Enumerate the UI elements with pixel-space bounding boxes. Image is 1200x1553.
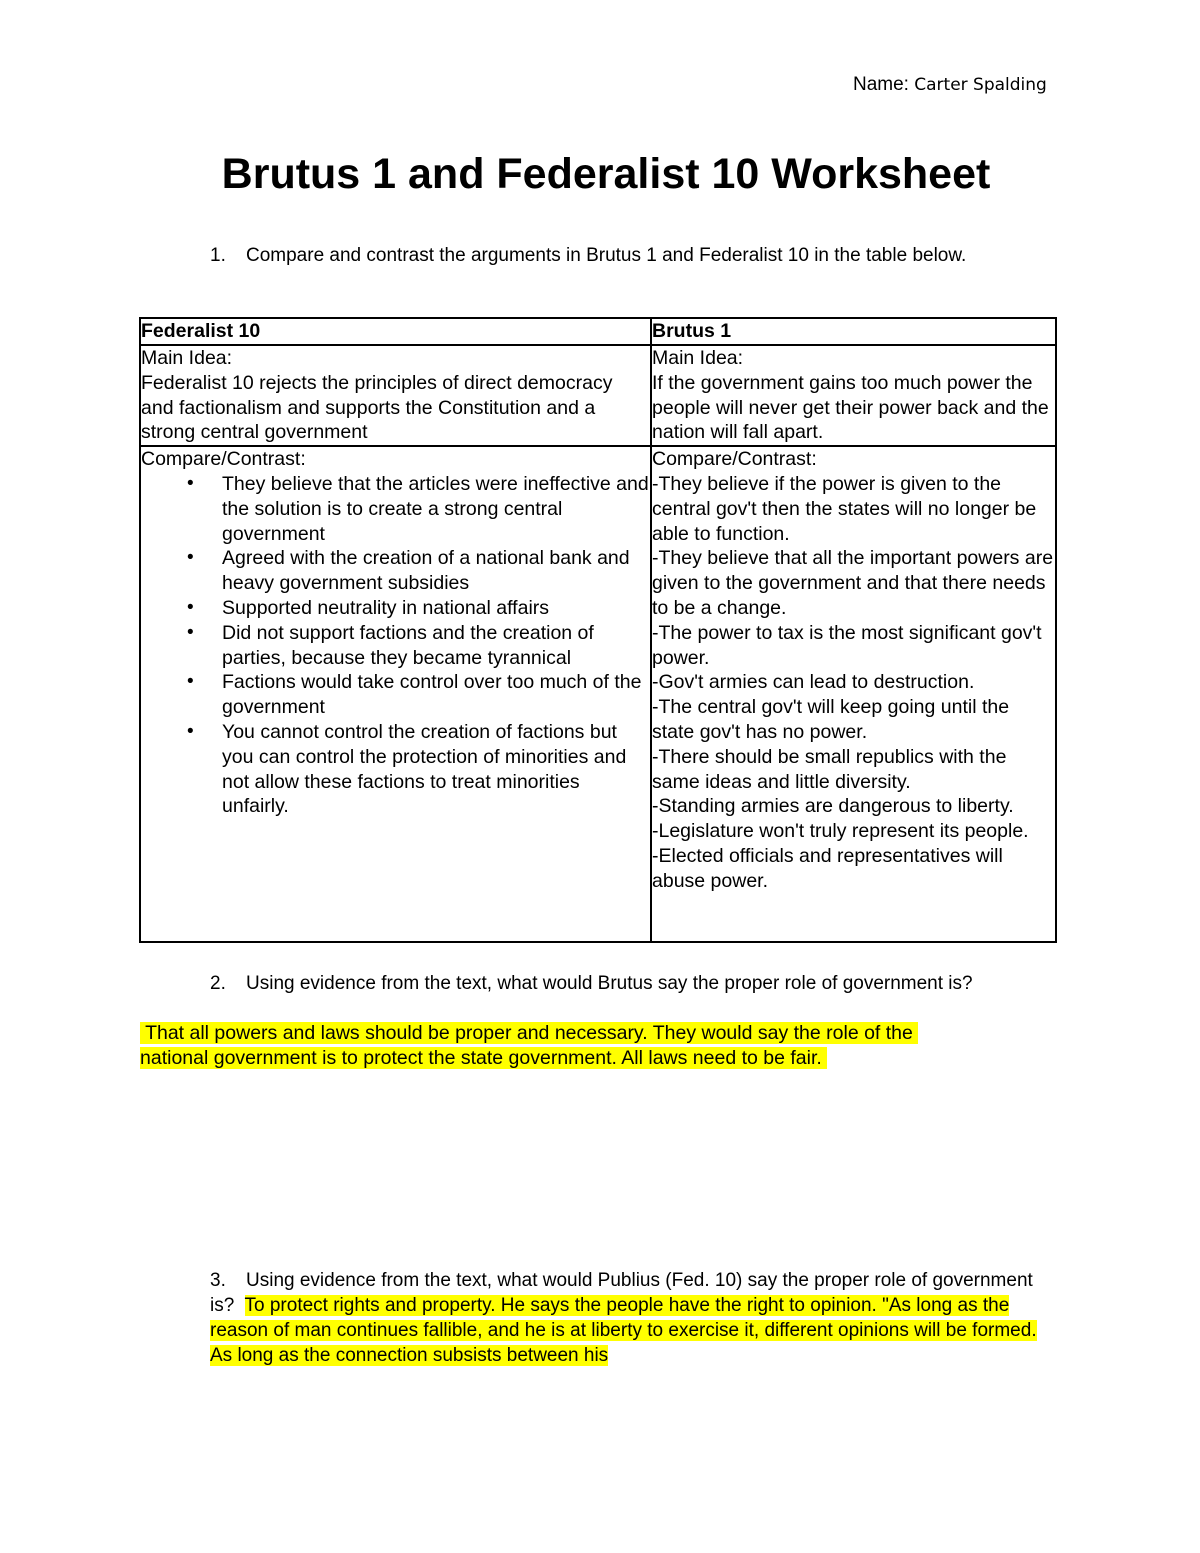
list-item: -There should be small republics with the same ideas and little diversity. <box>652 745 1007 793</box>
question-2 <box>210 972 1030 997</box>
question-2-number: 2. <box>210 973 226 994</box>
federalist-main-idea: Federalist 10 rejects the principles of direct democracy and factionalism and supports the Constitution and a strong central government <box>141 371 613 444</box>
federalist-compare-cell <box>140 446 651 942</box>
table-header-row <box>140 318 1056 345</box>
compare-label: Compare/Contrast: <box>652 448 817 471</box>
question-3 <box>210 1268 1060 1368</box>
answer-2-line-2: national government is to protect the state government. All laws need to be fair. <box>140 1046 828 1069</box>
list-item: -Legislature won't truly represent its people. <box>652 820 1029 843</box>
question-3-text: Using evidence from the text, what would Publius (Fed. 10) say the proper role of government is? <box>210 1270 1033 1316</box>
name-value: Carter Spalding <box>914 75 1047 95</box>
question-1 <box>210 244 1030 269</box>
federalist-main-idea-cell <box>140 345 651 446</box>
name-line <box>853 74 1047 96</box>
federalist-points-list <box>141 472 650 819</box>
list-item: • Did not support factions and the creation of parties, because they became tyrannical <box>222 621 650 671</box>
federalist-header: Federalist 10 <box>140 318 651 345</box>
list-item: • Factions would take control over too much of the government <box>222 670 650 720</box>
brutus-main-idea-cell <box>651 345 1056 446</box>
compare-row <box>140 446 1056 942</box>
main-idea-label: Main Idea: <box>141 347 233 369</box>
answer-3: To protect rights and property. He says the people have the right to opinion. "As long as the reason of man continues fallible, and he is at liberty to exercise it, different opinions will be formed. As long as the connection subsists between his <box>210 1295 1037 1366</box>
brutus-main-idea: If the government gains too much power the people will never get their power back and the nation will fall apart. <box>652 371 1049 444</box>
question-2-text: Using evidence from the text, what would Brutus say the proper role of government is? <box>246 973 973 994</box>
question-1-number: 1. <box>210 245 226 266</box>
comparison-table <box>139 317 1057 943</box>
page-title: Brutus 1 and Federalist 10 Worksheet <box>221 150 991 198</box>
answer-2 <box>140 1021 1040 1070</box>
list-item: -Gov't armies can lead to destruction. <box>652 671 975 694</box>
question-3-number: 3. <box>210 1270 226 1291</box>
list-item: -Elected officials and representatives will abuse power. <box>652 844 1003 892</box>
main-idea-row <box>140 345 1056 446</box>
name-label: Name: <box>853 74 909 95</box>
list-item: • Agreed with the creation of a national bank and heavy government subsidies <box>222 546 650 596</box>
list-item: • Supported neutrality in national affairs <box>222 596 650 621</box>
list-item: -They believe that all the important powers are given to the government and that there needs to be a change. <box>652 547 1054 619</box>
main-idea-label: Main Idea: <box>652 347 744 369</box>
list-item: • They believe that the articles were ineffective and the solution is to create a strong central government <box>222 472 650 546</box>
brutus-compare-cell <box>651 446 1056 942</box>
list-item: -Standing armies are dangerous to liberty. <box>652 795 1014 818</box>
list-item: -They believe if the power is given to the central gov't then the states will no longer be able to function. <box>652 472 1037 545</box>
answer-2-line-1: That all powers and laws should be proper and necessary. They would say the role of the <box>140 1022 919 1044</box>
list-item: -The power to tax is the most significant gov't power. <box>652 621 1042 669</box>
brutus-header: Brutus 1 <box>651 318 1056 345</box>
list-item: • You cannot control the creation of factions but you can control the protection of minorities and not allow these factions to treat minorities unfairly. <box>222 720 650 819</box>
list-item: -The central gov't will keep going until the state gov't has no power. <box>652 696 1010 743</box>
question-1-text: Compare and contrast the arguments in Brutus 1 and Federalist 10 in the table below. <box>246 245 967 266</box>
compare-label: Compare/Contrast: <box>141 448 306 471</box>
